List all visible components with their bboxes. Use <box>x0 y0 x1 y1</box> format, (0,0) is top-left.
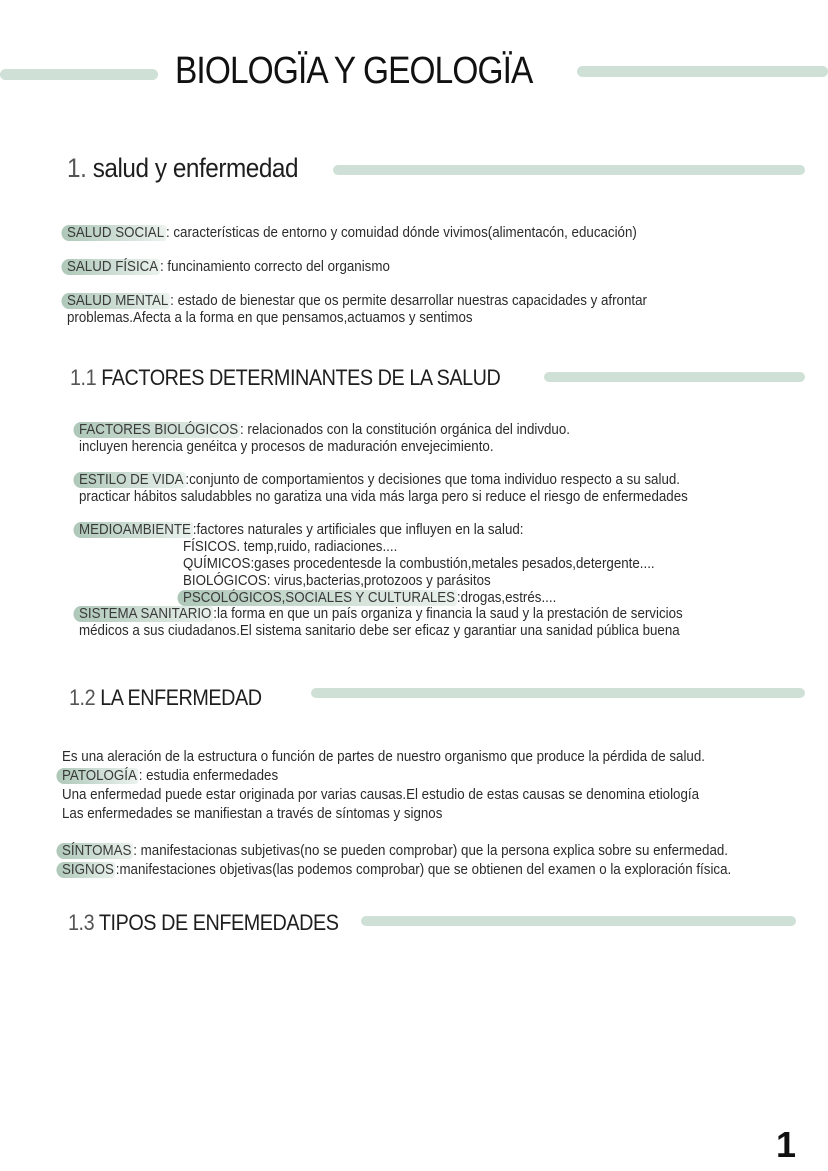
term-highlight: FACTORES BIOLÓGICOS <box>73 422 239 438</box>
section-1-2-heading <box>69 685 262 711</box>
factores-biologicos-line: FACTORES BIOLÓGICOS : relacionados con la constitución orgánica del indivduo. <box>79 422 570 439</box>
term-highlight: SIGNOS <box>56 862 115 878</box>
section-title: LA ENFERMEDAD <box>100 685 262 710</box>
section-title: salud y enfermedad <box>92 153 299 183</box>
term-highlight: PSCOLÓGICOS,SOCIALES Y CULTURALES <box>177 590 456 606</box>
page-number: 1 <box>775 1124 796 1165</box>
section-number: 1.2 <box>69 685 96 710</box>
patologia-line: PATOLOGÍA : estudia enfermedades <box>62 768 278 785</box>
section-1-1-bar <box>544 372 805 382</box>
manifestaciones-line: Las enfermedades se manifiestan a través de síntomas y signos <box>62 806 443 822</box>
medioambiente-psicologicos: PSCOLÓGICOS,SOCIALES Y CULTURALES :drogas,estrés.... <box>183 590 556 607</box>
section-1-3-heading <box>68 910 339 936</box>
title-bar-left <box>0 69 158 80</box>
salud-social-line: SALUD SOCIAL : características de entorno y comuidad dónde vivimos(alimentacón, educación) <box>67 225 637 242</box>
salud-fisica-line: SALUD FÍSICA : funcinamiento correcto del organismo <box>67 259 390 276</box>
section-1-3-bar <box>361 916 796 926</box>
estilo-de-vida-line: ESTILO DE VIDA :conjunto de comportamientos y decisiones que toma individuo respecto a su salud. <box>79 472 680 489</box>
section-number: 1.1 <box>70 365 97 390</box>
section-number: 1.3 <box>68 910 95 935</box>
term-highlight: SALUD FÍSICA <box>61 259 160 275</box>
sistema-sanitario-continuation: médicos a sus ciudadanos.El sistema sanitario debe ser eficaz y garantiar una sanidad pública buena <box>79 623 680 639</box>
salud-mental-continuation: problemas.Afecta a la forma en que pensamos,actuamos y sentimos <box>67 310 473 326</box>
term-highlight: PATOLOGÍA <box>56 768 138 784</box>
signos-line: SIGNOS :manifestaciones objetivas(las podemos comprobar) que se obtienen del examen o la exploración física. <box>62 862 731 879</box>
term-highlight: MEDIOAMBIENTE <box>73 522 192 538</box>
section-1-2-bar <box>311 688 805 698</box>
term-highlight: ESTILO DE VIDA <box>73 472 185 488</box>
term-highlight: SISTEMA SANITARIO <box>73 606 213 622</box>
medioambiente-biologicos: BIOLÓGICOS: virus,bacterias,protozoos y parásitos <box>183 573 491 589</box>
section-1-heading <box>67 153 298 184</box>
section-1-1-heading <box>70 365 500 391</box>
term-highlight: SÍNTOMAS <box>56 843 133 859</box>
section-1-bar <box>333 165 805 175</box>
enfermedad-intro: Es una aleración de la estructura o función de partes de nuestro organismo que produce la pérdida de salud. <box>62 749 705 765</box>
section-title: TIPOS DE ENFEMEDADES <box>98 910 339 935</box>
page-title: BIOLOGÏA Y GEOLOGÏA <box>175 50 533 92</box>
title-bar-right <box>577 66 828 77</box>
term-highlight: SALUD SOCIAL <box>61 225 165 241</box>
section-title: FACTORES DETERMINANTES DE LA SALUD <box>101 365 501 390</box>
medioambiente-line: MEDIOAMBIENTE :factores naturales y artificiales que influyen en la salud: <box>79 522 523 539</box>
term-highlight: SALUD MENTAL <box>61 293 170 309</box>
sistema-sanitario-line: SISTEMA SANITARIO :la forma en que un país organiza y financia la saud y la prestación de servicios <box>79 606 683 623</box>
sintomas-line: SÍNTOMAS : manifestacionas subjetivas(no se pueden comprobar) que la persona explica sobre su enfermedad. <box>62 843 728 860</box>
estilo-de-vida-continuation: practicar hábitos saludabbles no garatiza una vida más larga pero si reduce el riesgo de enfermedades <box>79 489 688 505</box>
section-number: 1. <box>67 153 87 183</box>
salud-mental-line: SALUD MENTAL : estado de bienestar que os permite desarrollar nuestras capacidades y afrontar <box>67 293 647 310</box>
medioambiente-quimicos: QUÍMICOS:gases procedentesde la combustión,metales pesados,detergente.... <box>183 556 655 572</box>
medioambiente-fisicos: FÍSICOS. temp,ruido, radiaciones.... <box>183 539 398 555</box>
etiologia-line: Una enfermedad puede estar originada por varias causas.El estudio de estas causas se denomina etiología <box>62 787 700 803</box>
factores-biologicos-continuation: incluyen herencia genéitca y procesos de maduración envejecimiento. <box>79 439 494 455</box>
